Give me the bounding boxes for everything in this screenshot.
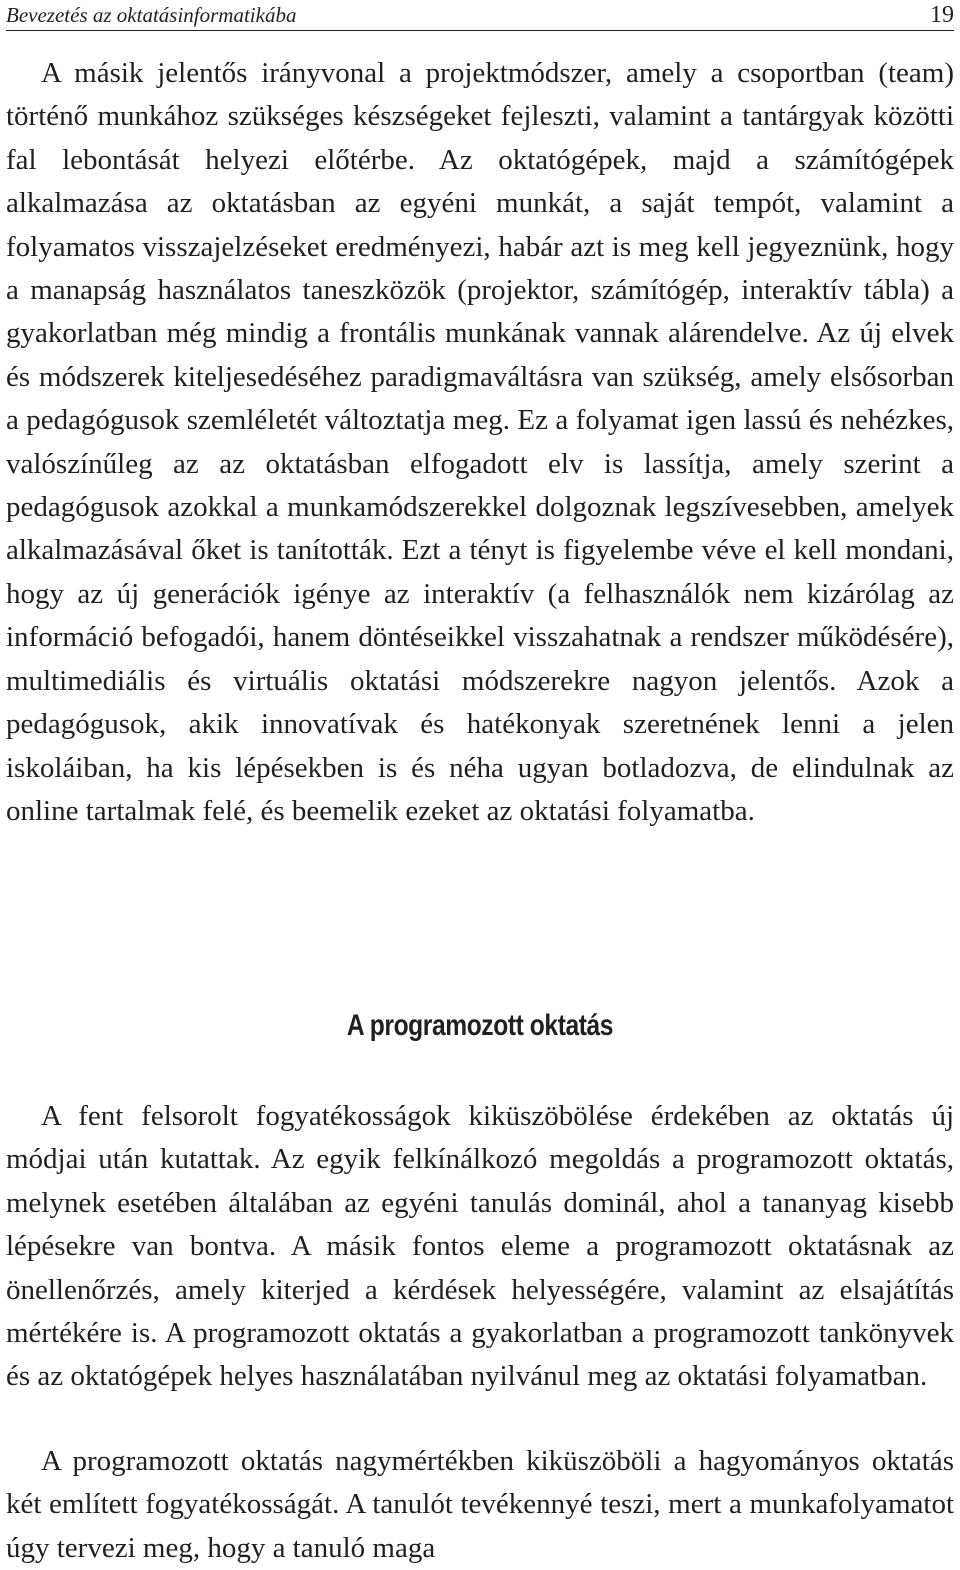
page-number: 19 [930, 2, 954, 28]
body-paragraph: A programozott oktatás nagymértékben kiküszöböli a hagyományos oktatás két említett fogyatékosságát. A tanulót tevékennyé teszi, mert a munkafolyamatot úgy tervezi meg, hogy a tanuló maga [6, 1445, 954, 1564]
body-paragraph: A fent felsorolt fogyatékosságok kiküszöbölése érdekében az oktatás új módjai után kutattak. Az egyik felkínálkozó megoldás a programozott oktatás, melynek esetében általában az egyéni tanulás dominál, ahol a tananyag kisebb lépésekre van bontva. A másik fontos eleme a programozott oktatásnak az önellenőrzés, amely kiterjed a kérdések helyességére, valamint az elsajátítás mértékére is. A programozott oktatás a gyakorlatban a programozott tankönyvek és az oktatógépek helyes használatában nyilvánul meg az oktatási folyamatban. [6, 1100, 954, 1393]
body-paragraph: A másik jelentős irányvonal a projektmódszer, amely a csoportban (team) történő munkához szükséges készségeket fejleszti, valamint a tantárgyak közötti fal lebontását helyezi előtérbe. Az oktatógépek, majd a számítógépek alkalmazása az oktatásban az egyéni munkát, a saját tempót, valamint a folyamatos visszajelzéseket eredményezi, habár azt is meg kell jegyeznünk, hogy a manapság használatos taneszközök (projektor, számítógép, interaktív tábla) a gyakorlatban még mindig a frontális munkának vannak alárendelve. Az új elvek és módszerek kiteljesedéséhez paradigmaváltásra van szükség, amely elsősorban a pedagógusok szemléletét változtatja meg. Ez a folyamat igen lassú és nehézkes, valószínűleg az az oktatásban elfogadott elv is lassítja, amely szerint a pedagógusok azokkal a munkamódszerekkel dolgoznak legszívesebben, amelyek alkalmazásával őket is tanították. Ezt a tényt is figyelembe véve el kell mondani, hogy az új generációk igénye az interaktív (a felhasználók nem kizárólag az információ befogadói, hanem döntéseikkel visszahatnak a rendszer működésére), multimediális és virtuális oktatási módszerekre nagyon jelentős. Azok a pedagógusok, akik innovatívak és hatékonyak szeretnének lenni a jelen iskoláiban, ha kis lépésekben is és néha ugyan botladozva, de elindulnak az online tartalmak felé, és beemelik ezeket az oktatási folyamatba. [6, 57, 954, 827]
running-head-title: Bevezetés az oktatásinformatikába [6, 3, 297, 27]
section-heading: A programozott oktatás [346, 1009, 614, 1042]
running-head [6, 0, 954, 31]
